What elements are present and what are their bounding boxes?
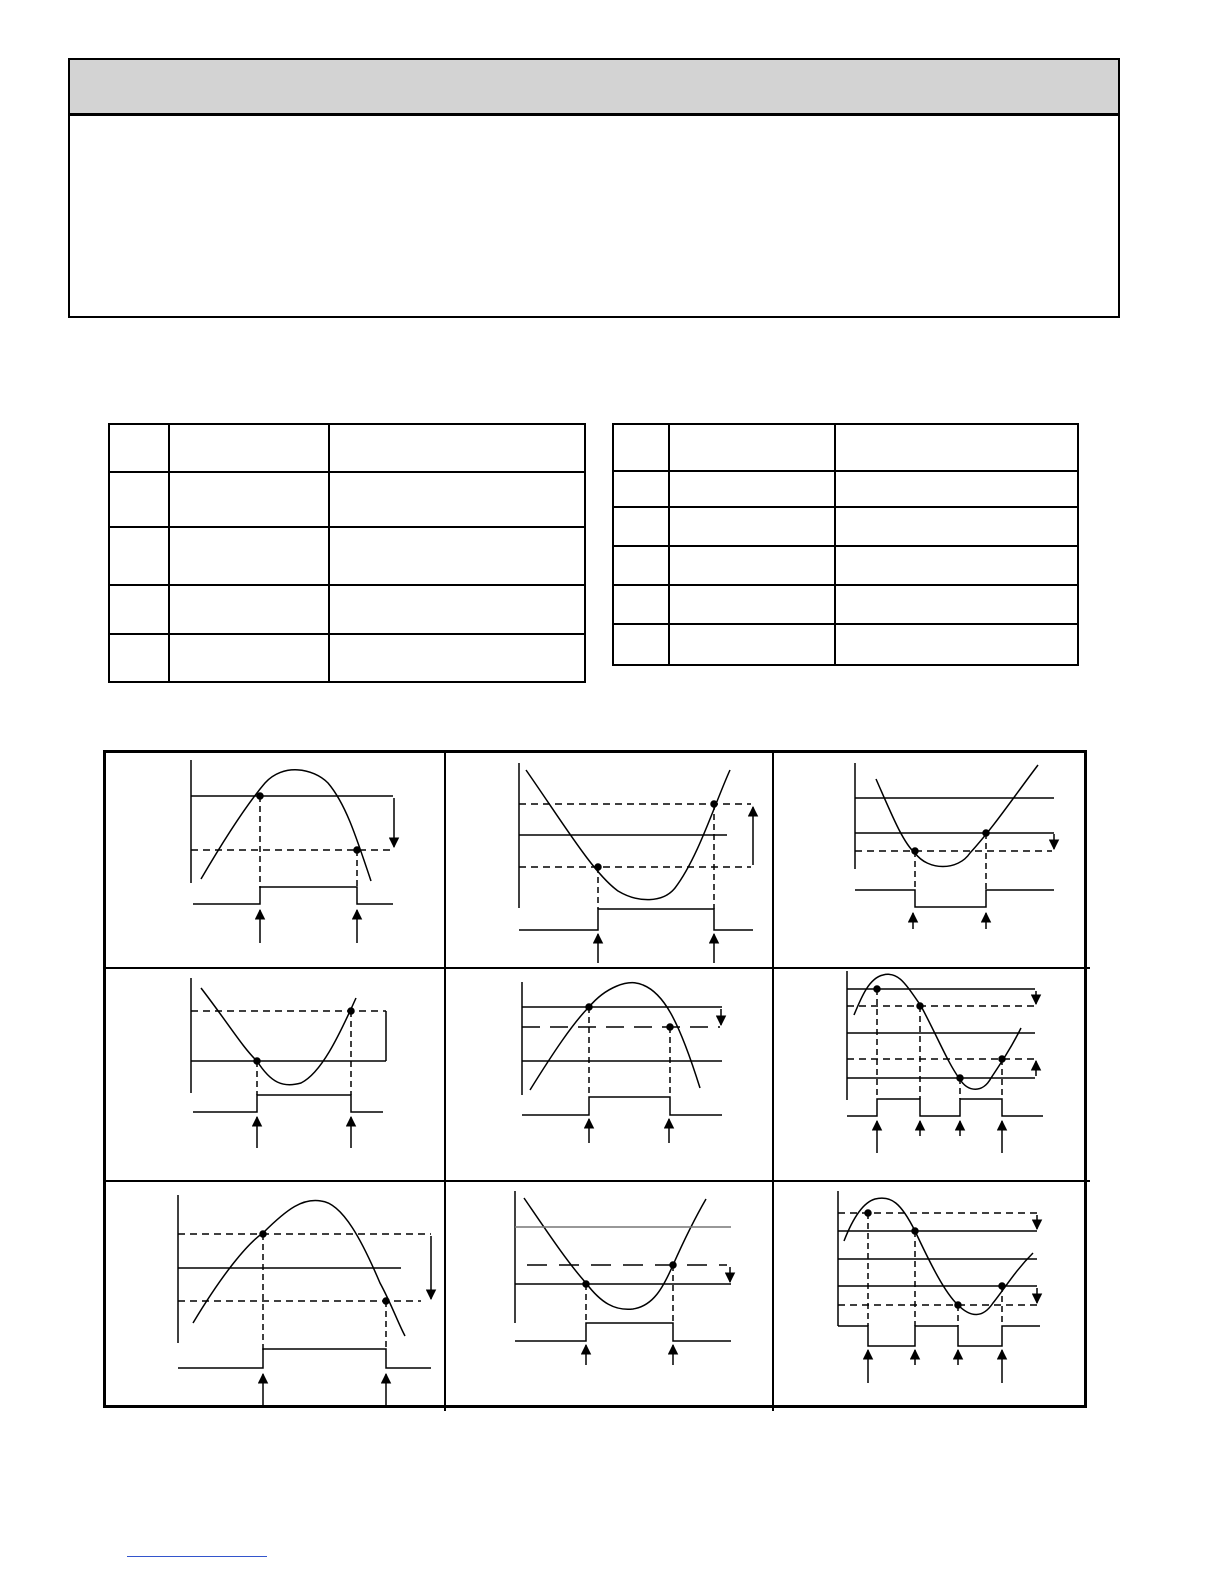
header-box	[68, 58, 1120, 318]
intersection-point	[865, 1210, 871, 1216]
intersection-point	[999, 1283, 1005, 1289]
intersection-point	[670, 1262, 676, 1268]
table-cell	[109, 634, 169, 682]
table-cell	[613, 624, 669, 665]
table-cell	[109, 424, 169, 472]
table-cell	[329, 634, 585, 682]
table-cell	[169, 585, 329, 634]
table-cell	[669, 507, 835, 546]
table-cell	[835, 424, 1078, 471]
table-cell	[109, 472, 169, 527]
table-row	[613, 471, 1078, 507]
diagram-panel-7	[178, 1195, 431, 1405]
table-cell	[613, 471, 669, 507]
diagram-panel-4	[191, 978, 386, 1148]
table-row	[613, 546, 1078, 585]
intersection-point	[957, 1075, 963, 1081]
table-row	[613, 585, 1078, 624]
table-row	[109, 585, 585, 634]
intersection-point	[912, 1228, 918, 1234]
diagram-svg	[106, 753, 1090, 1411]
table-cell	[835, 585, 1078, 624]
table-cell	[613, 507, 669, 546]
table-row	[613, 624, 1078, 665]
diagram-panel-9	[838, 1191, 1040, 1383]
table-cell	[329, 424, 585, 472]
table-cell	[329, 585, 585, 634]
diagram-panel-6	[847, 971, 1043, 1153]
intersection-point	[383, 1298, 389, 1304]
table-row	[109, 424, 585, 472]
intersection-point	[955, 1302, 961, 1308]
table-cell	[669, 424, 835, 471]
intersection-point	[586, 1004, 592, 1010]
table-row	[613, 507, 1078, 546]
intersection-point	[917, 1003, 923, 1009]
intersection-point	[260, 1231, 266, 1237]
diagram-panel-2	[519, 763, 753, 963]
diagram-panel-1	[191, 760, 394, 943]
table-cell	[169, 424, 329, 472]
table-cell	[329, 527, 585, 585]
header-band	[70, 60, 1118, 116]
intersection-point	[257, 793, 263, 799]
intersection-point	[348, 1008, 354, 1014]
table-row	[109, 634, 585, 682]
table-cell	[329, 472, 585, 527]
intersection-point	[667, 1024, 673, 1030]
table-cell	[669, 546, 835, 585]
intersection-point	[912, 848, 918, 854]
intersection-point	[254, 1058, 260, 1064]
intersection-point	[711, 801, 717, 807]
diagram-panel-8	[515, 1191, 731, 1365]
intersection-point	[354, 847, 360, 853]
table-cell	[109, 527, 169, 585]
table-row	[613, 424, 1078, 471]
table-cell	[669, 624, 835, 665]
intersection-point	[595, 864, 601, 870]
intersection-point	[583, 1281, 589, 1287]
intersection-point	[983, 830, 989, 836]
intersection-point	[874, 986, 880, 992]
table-cell	[669, 471, 835, 507]
table-cell	[169, 472, 329, 527]
intersection-point	[999, 1056, 1005, 1062]
table-cell	[613, 424, 669, 471]
table-cell	[835, 624, 1078, 665]
table-left	[108, 423, 586, 683]
table-row	[109, 472, 585, 527]
diagram-panel-5	[522, 982, 722, 1143]
table-cell	[835, 507, 1078, 546]
table-right	[612, 423, 1079, 666]
diagram-grid	[103, 750, 1087, 1408]
diagram-panel-3	[855, 763, 1054, 929]
table-cell	[109, 585, 169, 634]
table-cell	[669, 585, 835, 624]
table-cell	[169, 634, 329, 682]
table-cell	[613, 585, 669, 624]
table-cell	[835, 471, 1078, 507]
table-cell	[613, 546, 669, 585]
footer-rule	[127, 1556, 267, 1557]
table-cell	[169, 527, 329, 585]
table-cell	[835, 546, 1078, 585]
table-row	[109, 527, 585, 585]
